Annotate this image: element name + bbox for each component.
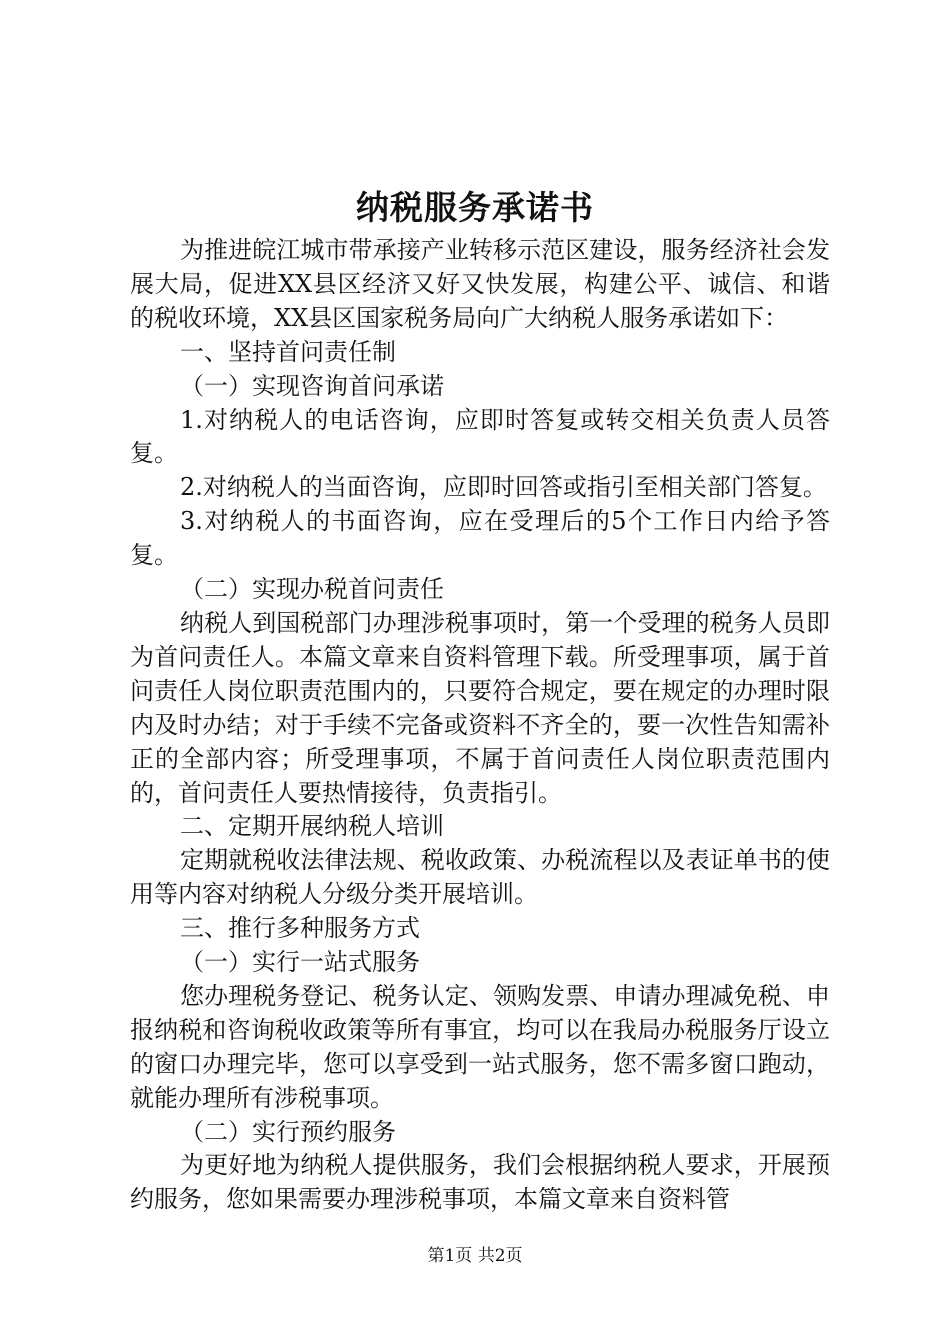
subsection-heading-1-1: （一）实现咨询首问承诺 — [180, 371, 444, 400]
paragraph-intro: 为推进皖江城市带承接产业转移示范区建设，服务经济社会发展大局，促进XX县区经济又好又快发展，构建公平、诚信、和谐的税收环境，XX县区国家税务局向广大纳税人服务承诺如下： — [130, 236, 830, 332]
section-heading-2: 二、定期开展纳税人培训 — [180, 812, 444, 841]
page-number-footer: 第1页 共2页 — [427, 1246, 523, 1266]
paragraph-one-stop-service: 您办理税务登记、税务认定、领购发票、申请办理减免税、申报纳税和咨询税收政策等所有事宜，均可以在我局办税服务厅设立的窗口办理完毕，您可以享受到一站式服务，您不需多窗口跑动，就能办理所有涉税事项。 — [130, 981, 830, 1112]
subsection-heading-3-2: （二）实行预约服务 — [180, 1117, 396, 1146]
paragraph-appointment-service: 为更好地为纳税人提供服务，我们会根据纳税人要求，开展预约服务，您如果需要办理涉税事项，本篇文章来自资料管 — [130, 1151, 830, 1214]
document-title: 纳税服务承诺书 — [356, 188, 594, 227]
list-item-written-inquiry: 3.对纳税人的书面咨询，应在受理后的5个工作日内给予答复。 — [130, 507, 830, 570]
paragraph-training: 定期就税收法律法规、税收政策、办税流程以及表证单书的使用等内容对纳税人分级分类开展培训。 — [130, 846, 830, 909]
list-item-in-person-inquiry: 2.对纳税人的当面咨询，应即时回答或指引至相关部门答复。 — [180, 473, 827, 502]
paragraph-first-responsibility: 纳税人到国税部门办理涉税事项时，第一个受理的税务人员即为首问责任人。本篇文章来自资料管理下载。所受理事项，属于首问责任人岗位职责范围内的，只要符合规定，要在规定的办理时限内及时办结；对于手续不完备或资料不齐全的，要一次性告知需补正的全部内容；所受理事项，不属于首问责任人岗位职责范围内的，首问责任人要热情接待，负责指引。 — [130, 608, 830, 807]
subsection-heading-1-2: （二）实现办税首问责任 — [180, 575, 444, 604]
section-heading-1: 一、坚持首问责任制 — [180, 337, 396, 366]
document-body — [130, 234, 830, 1217]
section-heading-3: 三、推行多种服务方式 — [180, 914, 420, 943]
subsection-heading-3-1: （一）实行一站式服务 — [180, 948, 420, 977]
list-item-phone-inquiry: 1.对纳税人的电话咨询，应即时答复或转交相关负责人员答复。 — [130, 405, 830, 468]
